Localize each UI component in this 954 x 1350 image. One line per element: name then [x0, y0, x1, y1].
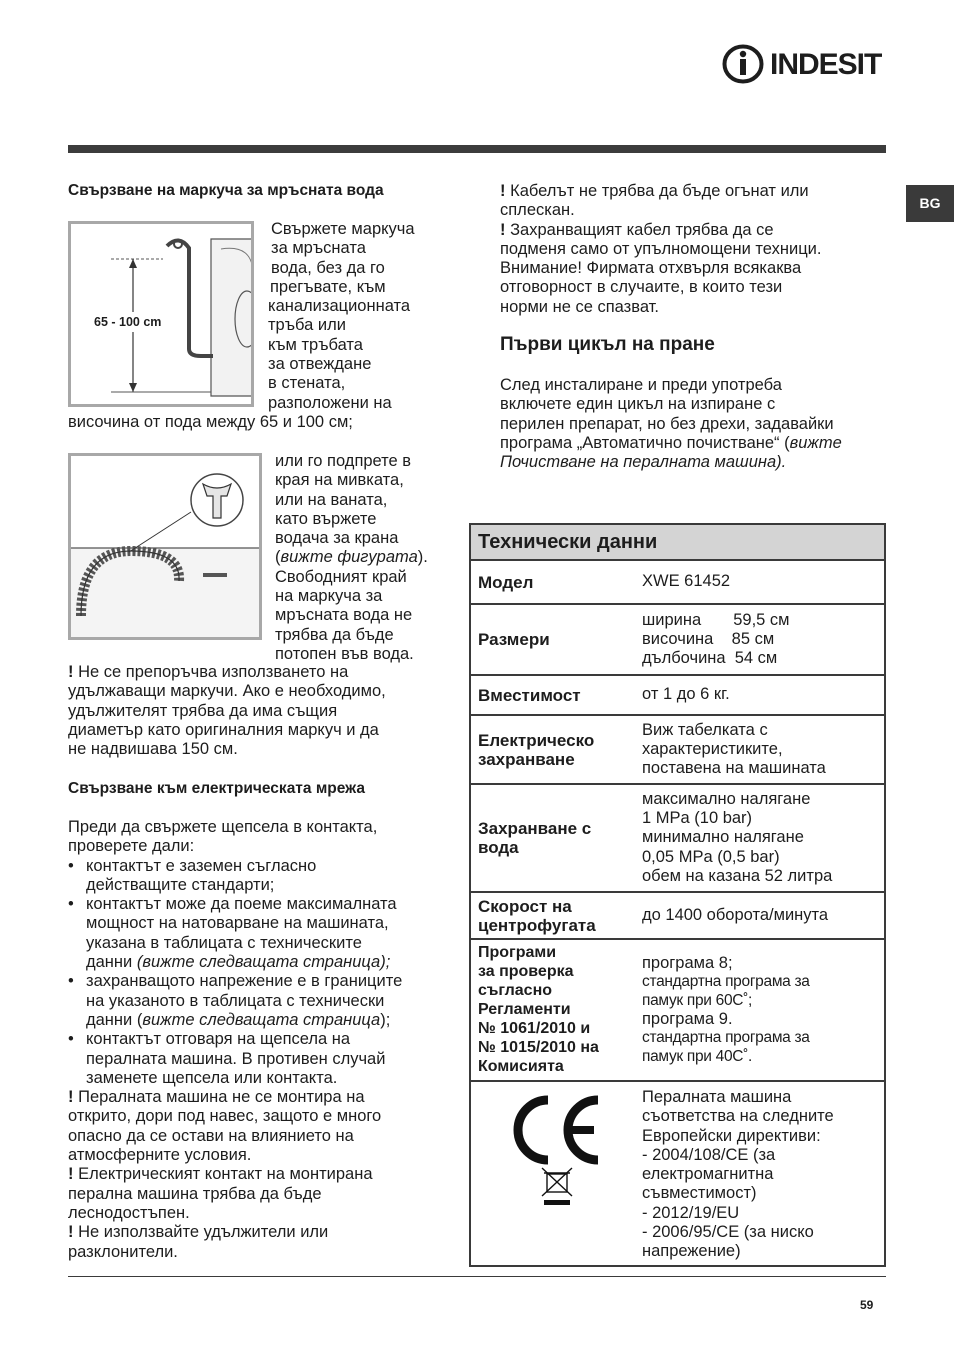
text-line: Програми: [478, 944, 557, 961]
text-line: [68, 663, 458, 682]
text-line: потопен във вода.: [275, 644, 414, 663]
text-line: Виж табелката с: [642, 720, 768, 739]
warning-mark-icon: !: [68, 1088, 79, 1107]
table-row: [471, 785, 884, 893]
row-label: [471, 940, 636, 1080]
text-line: Внимание! Фирмата отхвърля всякаква: [500, 259, 802, 278]
drain-paragraph-1-tail: височина от пода между 65 и 100 см;: [68, 413, 353, 431]
text-line: за отвеждане: [268, 355, 372, 374]
text-line: № 1061/2010 и: [478, 1020, 591, 1037]
height-label: 65 - 100 cm: [94, 315, 162, 329]
table-row: [471, 1082, 884, 1265]
list-item: [68, 895, 463, 972]
drain-height-illustration: [71, 224, 251, 404]
row-label: Електрическо захранване: [478, 730, 595, 769]
language-tab[interactable]: BG: [906, 185, 954, 222]
table-row: [471, 940, 884, 1082]
section-reference: Почистване на пералната машина).: [500, 453, 787, 472]
text-line: [500, 221, 890, 240]
footer-rule: [68, 1276, 886, 1277]
text-line: памук при 60С˚;: [642, 991, 753, 1009]
text-line: [68, 1165, 463, 1184]
text-line: [500, 182, 890, 201]
text-line: обем на казана 52 литра: [642, 866, 833, 885]
logo-emblem-icon: [722, 44, 766, 84]
indesit-logo: [722, 44, 888, 84]
text-span: Кабелът не трябва да бъде огънат или: [510, 182, 809, 200]
text-line: съгласно: [478, 982, 553, 999]
text-line: ширина 59,5 см: [642, 610, 790, 629]
text-line: на маркуча за: [275, 587, 383, 606]
header-rule: [68, 145, 886, 153]
warning-mark-icon: !: [68, 1165, 79, 1184]
text-line: на указаното в таблицата с технически: [86, 991, 385, 1010]
row-label: Скорост на центрофугата: [478, 896, 596, 935]
text-line: пералната машина. В противен случай: [86, 1049, 386, 1068]
text-line: памук при 40С˚.: [642, 1047, 753, 1065]
weee-bin-icon: [542, 1168, 572, 1205]
text-line: [68, 1088, 463, 1107]
text-line: сплескан.: [500, 201, 575, 220]
text-line: водача за крана: [275, 529, 399, 548]
row-value: XWE 61452: [642, 572, 731, 591]
text-line: стандартна програма за: [642, 973, 810, 990]
text-line: съответства на следните: [642, 1107, 834, 1126]
row-label: Размери: [478, 630, 550, 649]
sink-hose-illustration: [71, 456, 259, 637]
text-line: вода, без да го: [271, 258, 385, 277]
text-line: - 2012/19/EU: [642, 1203, 740, 1222]
text-line: Преди да свържете щепсела в контакта,: [68, 818, 378, 836]
row-label: Захранване с вода: [478, 819, 592, 857]
text-line: удължаващи маркучи. Ако е необходимо,: [68, 682, 386, 701]
text-line: програма 9.: [642, 1010, 733, 1028]
text-line: към тръбата: [268, 335, 363, 354]
text-line: Пералната машина: [642, 1088, 792, 1106]
text-span: данни: [86, 953, 137, 972]
drain-hose-heading: Свързване на маркуча за мръсната вода: [68, 182, 384, 199]
text-line: [275, 548, 465, 567]
text-line: - 2006/95/CE (за ниско: [642, 1223, 814, 1242]
text-line: леснодостъпен.: [68, 1203, 190, 1222]
text-line: разклонители.: [68, 1242, 178, 1261]
text-line: • контактът е заземен съгласно: [86, 856, 317, 875]
electric-section: [68, 818, 463, 1262]
ce-mark-icon: [502, 1088, 612, 1208]
text-line: Свободният край: [275, 567, 407, 586]
paren-open: (: [275, 548, 281, 567]
table-row: [471, 676, 884, 716]
text-line: трябва да бъде: [275, 625, 394, 644]
page-reference: (вижте следващата страница);: [136, 953, 391, 972]
text-line: Регламенти: [478, 1001, 571, 1018]
text-span: Захранващият кабел трябва да се: [510, 220, 774, 239]
text-line: минимално налягане: [642, 828, 804, 847]
text-line: канализационната: [268, 297, 411, 316]
text-line: • контактът може да поеме максималната: [86, 895, 397, 914]
list-item: [68, 857, 463, 896]
figure-reference: вижте фигурата: [280, 548, 418, 567]
text-line: норми не се спазват.: [500, 297, 659, 316]
list-item: [68, 972, 463, 1030]
table-row: [471, 605, 884, 676]
row-value: [636, 605, 884, 674]
text-line: поставена на машината: [642, 759, 826, 778]
text-line: действащите стандарти;: [86, 875, 275, 894]
extension-warning: [68, 663, 458, 759]
text-span: програма „Автоматично почистване“ (: [500, 433, 790, 452]
text-line: разположени на: [268, 393, 392, 412]
text-span: );: [380, 1010, 391, 1029]
paren-close: ).: [417, 548, 428, 567]
row-value: [636, 716, 884, 783]
row-label: Модел: [478, 572, 534, 592]
text-span: Не се препоръчва използването на: [78, 663, 349, 681]
text-line: височина 85 см: [642, 629, 775, 648]
text-line: прегъвате, към: [270, 277, 386, 296]
text-line: диаметър като оригиналния маркуч и да: [68, 720, 379, 739]
brand-name: INDESIT: [770, 48, 882, 81]
text-line: 0,05 MPa (0,5 bar): [642, 847, 780, 866]
warning-mark-icon: !: [500, 220, 511, 239]
text-line: открито, дори под навес, защото е много: [68, 1107, 382, 1126]
text-line: отговорност в случаите, в които тези: [500, 278, 783, 297]
sink-hose-figure: [68, 453, 262, 640]
text-line: опасно да се остави на влиянието на: [68, 1126, 354, 1145]
list-item: [68, 1030, 463, 1088]
text-line: дълбочина 54 см: [642, 649, 778, 668]
text-line: мощност на натоварване на машината,: [86, 914, 389, 933]
text-line: 1 MPa (10 bar): [642, 809, 753, 828]
text-line: [68, 1223, 463, 1242]
text-span: Електрическият контакт на монтирана: [78, 1165, 373, 1184]
text-line: включете един цикъл на изпиране с: [500, 395, 776, 414]
row-value: [636, 785, 884, 891]
electric-heading: Свързване към електрическата мрежа: [68, 780, 365, 797]
drain-paragraph-2: [275, 452, 465, 664]
text-line: - 2004/108/CE (за: [642, 1145, 776, 1164]
table-row: [471, 716, 884, 785]
text-line: • контактът отговаря на щепсела на: [86, 1030, 351, 1049]
text-line: за мръсната: [271, 239, 366, 258]
text-line: атмосферните условия.: [68, 1146, 252, 1165]
text-line: или на ваната,: [275, 490, 388, 509]
text-line: подменя само от упълномощени техници.: [500, 239, 822, 258]
text-line: • захранващото напрежение е в границите: [86, 972, 403, 991]
text-line: електромагнитна: [642, 1165, 774, 1184]
text-line: [500, 434, 900, 453]
drain-height-figure: [68, 221, 254, 407]
text-line: Комисията: [478, 1058, 564, 1075]
text-line: указана в таблицата с техническите: [86, 933, 362, 952]
text-line: [500, 453, 900, 472]
text-line: не надвишава 150 см.: [68, 740, 238, 759]
text-line: съвместимост): [642, 1184, 757, 1203]
page-number: 59: [860, 1298, 874, 1312]
text-line: или го подпрете в: [275, 452, 412, 470]
page-reference: вижте следващата страница: [142, 1010, 381, 1029]
text-line: След инсталиране и преди употреба: [500, 376, 782, 394]
text-line: за проверка: [478, 963, 574, 980]
first-cycle-paragraph: [500, 376, 900, 472]
table-row: [471, 561, 884, 605]
tech-data-table: [469, 523, 886, 1267]
warning-mark-icon: !: [68, 663, 79, 681]
row-value: [636, 1082, 884, 1265]
cable-warnings: [500, 182, 890, 317]
row-value: до 1400 оборота/минута: [642, 905, 829, 924]
text-line: стандартна програма за: [642, 1029, 810, 1047]
warning-mark-icon: !: [500, 182, 511, 200]
warning-mark-icon: !: [68, 1223, 79, 1242]
text-line: Европейски директиви:: [642, 1126, 821, 1145]
text-line: напрежение): [642, 1242, 741, 1261]
text-span: Пералната машина не се монтира на: [78, 1088, 365, 1107]
row-label: Вместимост: [478, 685, 581, 705]
text-line: [86, 953, 463, 972]
text-span: данни (: [86, 1010, 143, 1029]
text-line: № 1015/2010 на: [478, 1039, 599, 1056]
table-title: Технически данни: [471, 525, 884, 561]
text-line: заменете щепсела или контакта.: [86, 1068, 338, 1087]
text-line: мръсната вода не: [275, 606, 413, 625]
drain-paragraph-1: [268, 220, 468, 413]
text-span: Не използвайте удължители или: [78, 1223, 329, 1242]
section-reference: вижте: [789, 433, 842, 452]
text-line: проверете дали:: [68, 837, 195, 856]
text-line: удължителят трябва да има същия: [68, 701, 338, 720]
row-value: от 1 до 6 кг.: [642, 685, 730, 704]
text-line: перална машина трябва да бъде: [68, 1184, 322, 1203]
text-line: като вържете: [275, 509, 377, 528]
text-line: тръба или: [268, 316, 346, 335]
text-line: перилен препарат, но без дрехи, задавайки: [500, 414, 834, 433]
text-line: характеристиките,: [642, 739, 783, 758]
text-line: Свържете маркуча: [271, 220, 415, 238]
text-line: [86, 1011, 463, 1030]
text-line: в стената,: [268, 374, 346, 393]
text-line: програма 8;: [642, 953, 733, 972]
row-value: [636, 940, 884, 1080]
text-line: края на мивката,: [275, 471, 404, 490]
certification-marks: [471, 1082, 636, 1265]
text-line: максимално налягане: [642, 789, 811, 808]
table-row: [471, 893, 884, 940]
first-cycle-heading: Първи цикъл на пране: [500, 334, 715, 355]
